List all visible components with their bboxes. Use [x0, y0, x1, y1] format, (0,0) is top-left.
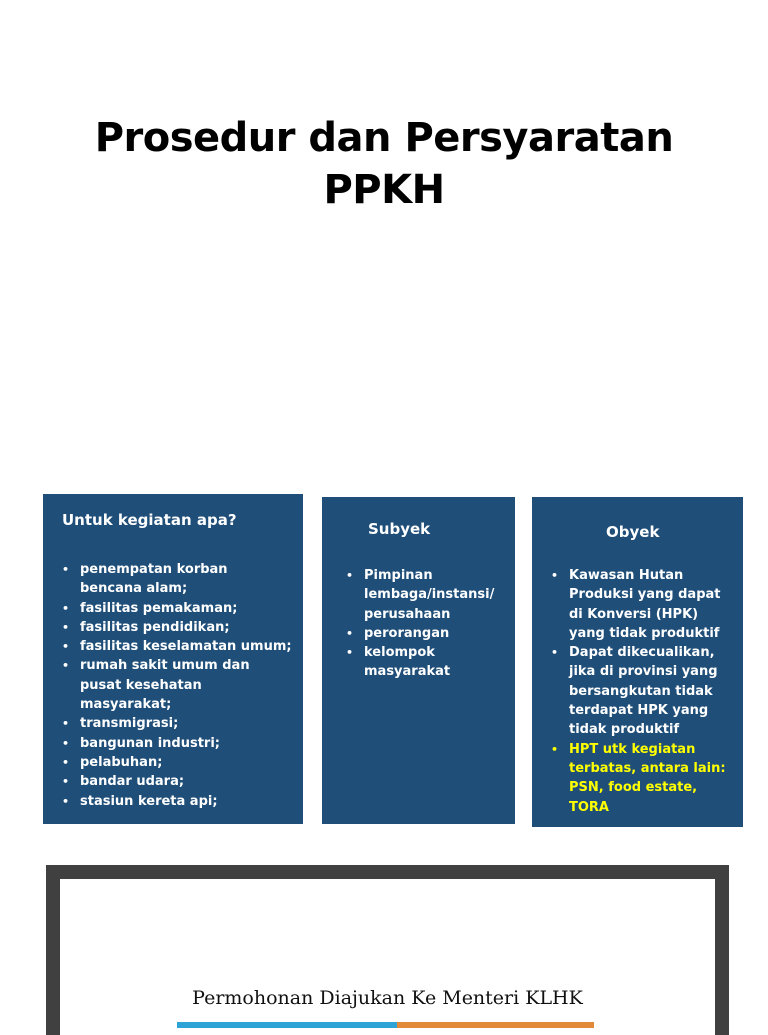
obyek-item-highlight-continued: terbatas, antara lain: — [569, 760, 726, 776]
bullet-icon: • — [62, 601, 70, 615]
flowchart-canvas — [60, 879, 715, 1035]
bullet-icon: • — [62, 659, 70, 673]
kegiatan-item: • pelabuhan; — [62, 753, 302, 772]
obyek-item-continued: jika di provinsi yang — [569, 664, 718, 680]
flowchart-heading: Permohonan Diajukan Ke Menteri KLHK — [192, 987, 583, 1009]
bullet-icon: • — [551, 742, 559, 756]
subyek-heading: Subyek — [368, 520, 431, 538]
obyek-item-continued: tidak produktif — [569, 722, 680, 738]
bullet-icon: • — [551, 646, 559, 660]
kegiatan-item-continued: masyarakat; — [80, 697, 172, 713]
kegiatan-item: • fasilitas pemakaman; — [62, 599, 302, 618]
obyek-item-continued: Produksi yang dapat — [569, 587, 721, 603]
obyek-box — [532, 497, 743, 827]
bullet-icon: • — [551, 569, 559, 582]
kegiatan-item: • transmigrasi; — [62, 714, 302, 733]
kegiatan-item: • bangunan industri; — [62, 734, 302, 753]
kegiatan-item-continued: bencana alam; — [80, 581, 188, 597]
kegiatan-item: • rumah sakit umum dan — [62, 656, 302, 675]
bullet-icon: • — [62, 717, 70, 731]
bullet-icon: • — [346, 646, 354, 660]
flowchart-bar-orange — [397, 1022, 594, 1028]
subyek-item-continued: lembaga/instansi/ — [364, 587, 495, 603]
obyek-item: • Dapat dikecualikan, — [551, 643, 739, 662]
kegiatan-box — [43, 494, 303, 824]
bullet-icon: • — [62, 775, 70, 789]
kegiatan-item: • fasilitas pendidikan; — [62, 618, 302, 637]
obyek-item: • Kawasan Hutan — [551, 566, 739, 585]
obyek-item-continued: yang tidak produktif — [569, 625, 720, 641]
subyek-box — [322, 497, 515, 824]
subyek-list — [346, 566, 511, 682]
bullet-icon: • — [346, 626, 354, 640]
obyek-list — [551, 566, 739, 817]
kegiatan-item: • bandar udara; — [62, 772, 302, 791]
obyek-item-continued: bersangkutan tidak — [569, 683, 713, 699]
bullet-icon: • — [62, 736, 70, 750]
kegiatan-item: • stasiun kereta api; — [62, 792, 302, 811]
obyek-item-highlight-continued: PSN, food estate, — [569, 780, 698, 796]
obyek-item-highlight-continued: TORA — [569, 799, 609, 815]
flowchart-frame — [46, 865, 729, 1035]
title-line-2: PPKH — [323, 167, 445, 213]
subyek-item-continued: perusahaan — [364, 606, 451, 622]
kegiatan-heading: Untuk kegiatan apa? — [62, 511, 237, 529]
subyek-item: • Pimpinan — [346, 566, 511, 585]
subyek-item-continued: masyarakat — [364, 664, 451, 680]
bullet-icon: • — [62, 755, 70, 769]
obyek-item-highlight: • HPT utk kegiatan — [551, 740, 739, 759]
kegiatan-item: • penempatan korban — [62, 560, 302, 579]
flowchart-bar-blue — [177, 1022, 397, 1028]
subyek-item: • perorangan — [346, 624, 511, 643]
title-line-1: Prosedur dan Persyaratan — [94, 115, 674, 161]
kegiatan-item-continued: pusat kesehatan — [80, 677, 202, 693]
obyek-item-continued: terdapat HPK yang — [569, 703, 709, 719]
kegiatan-item: • fasilitas keselamatan umum; — [62, 637, 302, 656]
kegiatan-list — [62, 560, 302, 811]
bullet-icon: • — [62, 620, 70, 634]
obyek-heading: Obyek — [606, 523, 660, 541]
subyek-item: • kelompok — [346, 643, 511, 662]
bullet-icon: • — [346, 569, 354, 582]
obyek-item-continued: di Konversi (HPK) — [569, 606, 699, 622]
slide-title — [0, 112, 768, 216]
bullet-icon: • — [62, 794, 70, 808]
bullet-icon: • — [62, 640, 70, 654]
bullet-icon: • — [62, 563, 70, 576]
